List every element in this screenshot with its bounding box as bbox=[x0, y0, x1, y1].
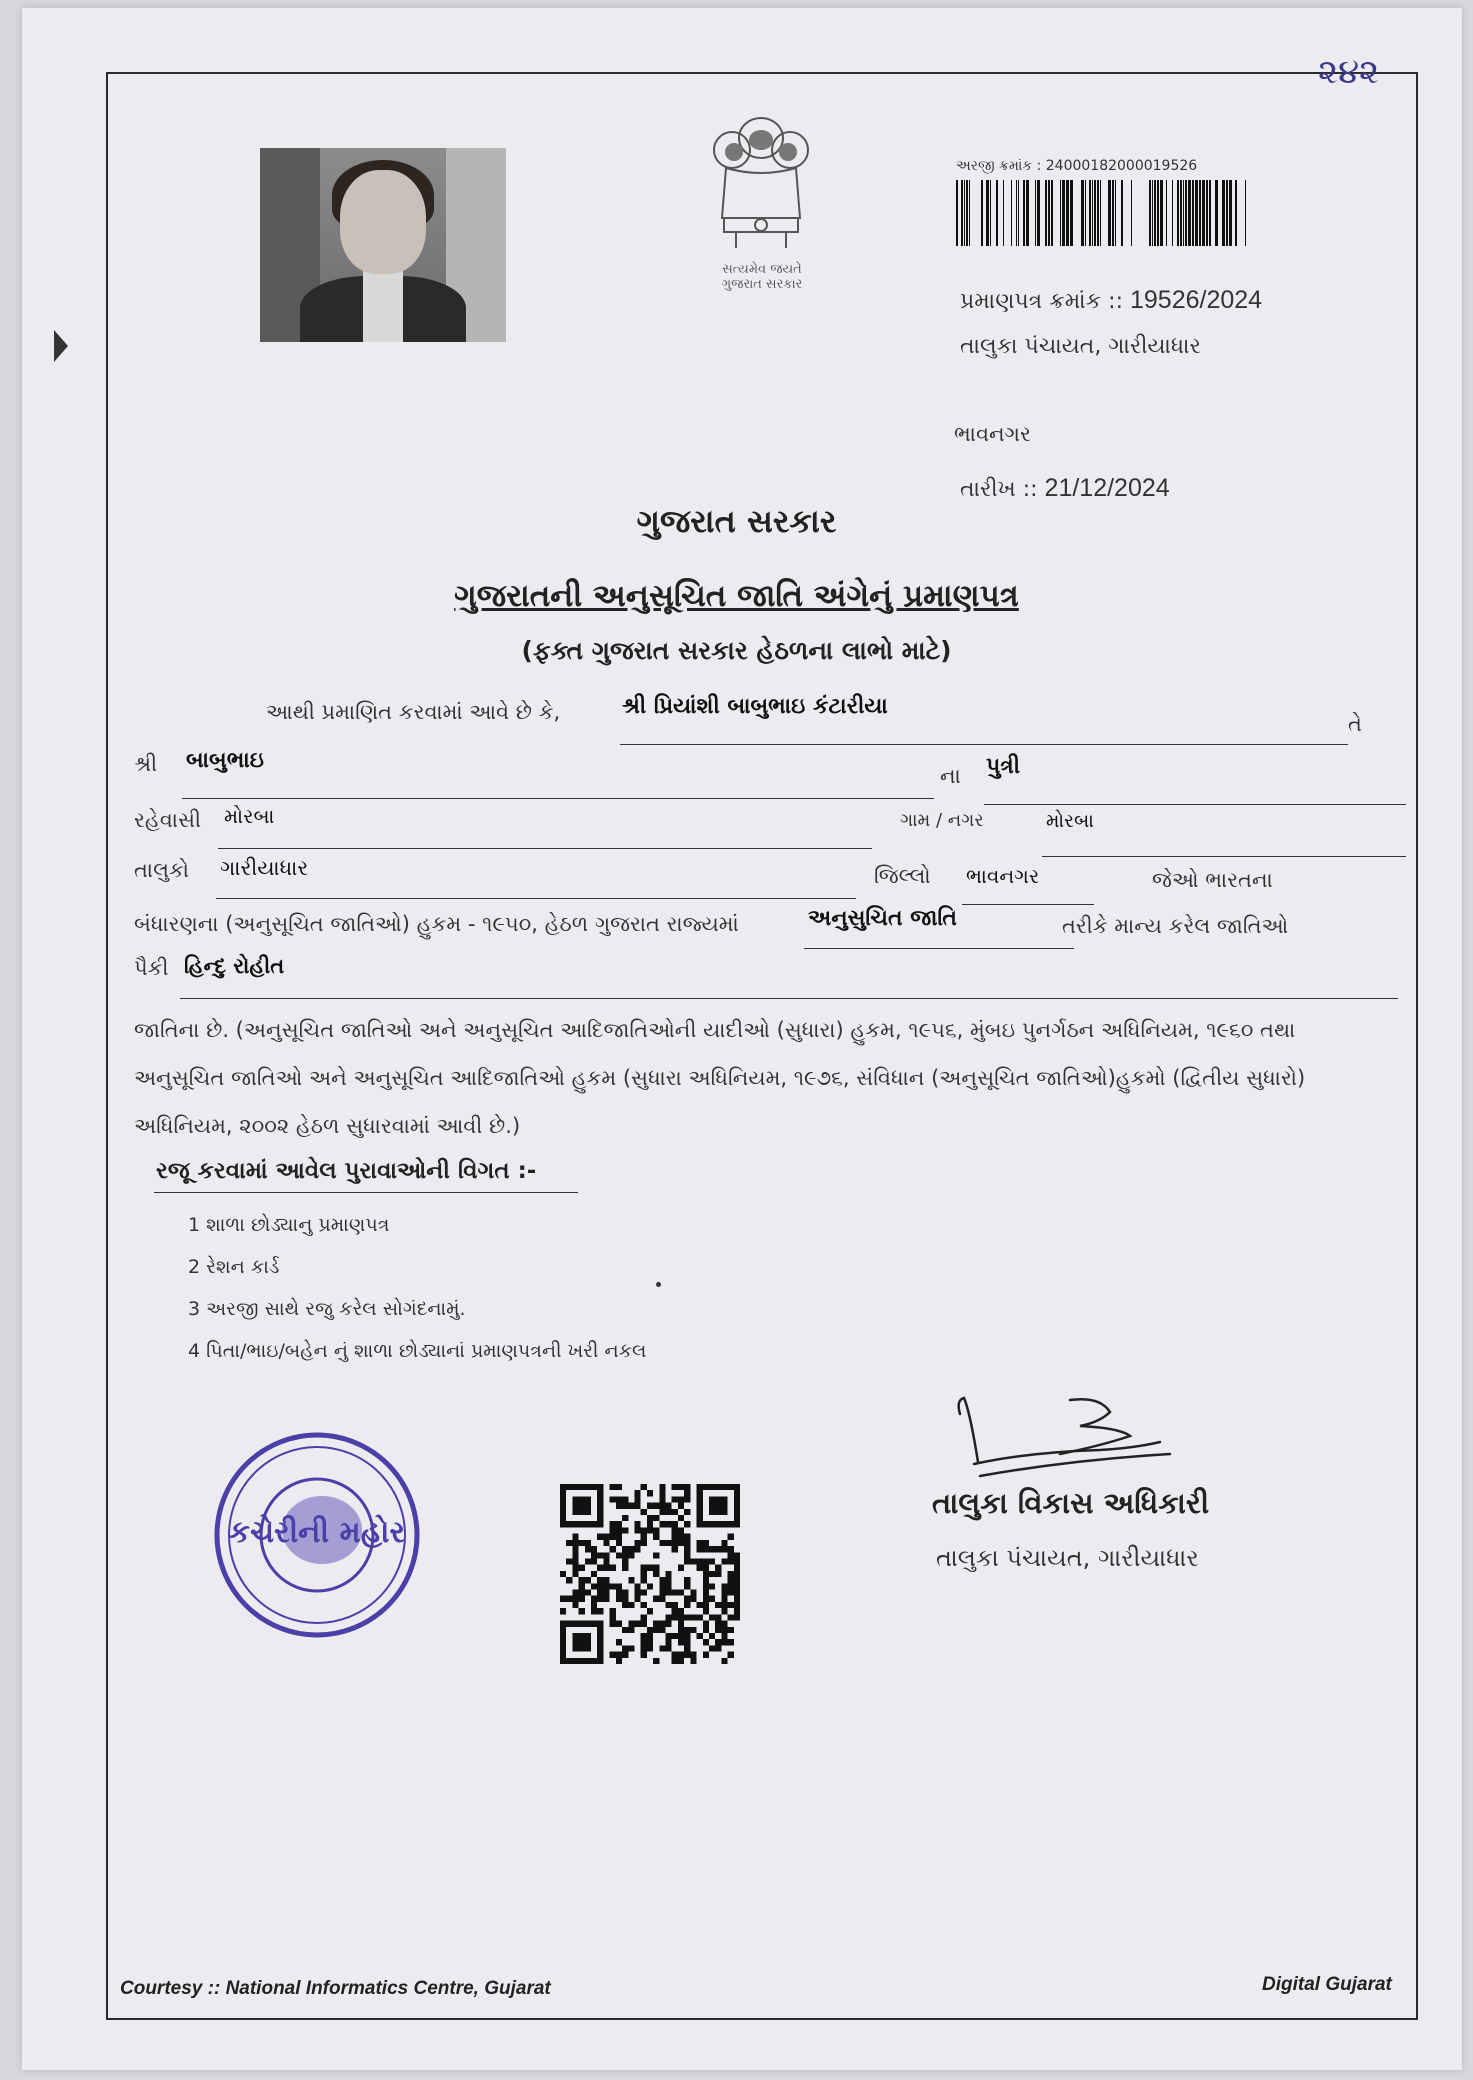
signatory-title: તાલુકા વિકાસ અધિકારી bbox=[932, 1486, 1210, 1520]
relation: પુત્રી bbox=[986, 754, 1021, 779]
taluka-label: તાલુકો bbox=[134, 858, 190, 882]
ink-dot bbox=[656, 1282, 661, 1287]
issuing-office: તાલુકા પંચાયત, ગારીયાધાર bbox=[960, 334, 1201, 359]
evidence-title-underline bbox=[154, 1192, 578, 1193]
emblem-caption bbox=[700, 262, 824, 292]
emblem-government: ગુજરાત સરકાર bbox=[721, 277, 803, 292]
page-number: ૨૪૨ bbox=[1318, 52, 1379, 92]
certificate-heading: ગુજરાતની અનુસૂચિત જાતિ અંગેનું પ્રમાણપત્ર bbox=[454, 578, 1019, 614]
caste-value: હિન્દુ રોહીત bbox=[184, 954, 285, 978]
emblem-motto: સત્યમેવ જયતે bbox=[722, 262, 802, 277]
application-number-value: 24000182000019526 bbox=[1045, 158, 1198, 174]
certificate-number-value: 19526/2024 bbox=[1130, 286, 1263, 314]
signature-icon bbox=[950, 1392, 1180, 1492]
footer-brand: Digital Gujarat bbox=[1262, 1974, 1392, 1995]
national-emblem-icon bbox=[696, 108, 826, 278]
taluka-underline bbox=[216, 898, 856, 899]
evidence-item: 2 રેશન કાર્ડ bbox=[188, 1256, 280, 1278]
evidence-item: 1 શાળા છોડ્યાનુ પ્રમાણપત્ર bbox=[188, 1214, 390, 1236]
relation-underline bbox=[984, 804, 1406, 805]
district-label: જિલ્લો bbox=[874, 864, 931, 888]
recognized-text: તરીકે માન્ય કરેલ જાતિઓ bbox=[1062, 914, 1289, 938]
evidence-item: 3 અરજી સાથે રજુ કરેલ સોગંદનામું. bbox=[188, 1298, 466, 1320]
caste-underline bbox=[180, 998, 1398, 999]
applicant-name: શ્રી પ્રિયાંશી બાબુભાઇ કંટારીયા bbox=[622, 694, 888, 719]
father-underline bbox=[182, 798, 934, 799]
father-name: બાબુભાઇ bbox=[186, 748, 264, 773]
legal-text-line-3: અધિનિયમ, ૨૦૦૨ હેઠળ સુધારવામાં આવી છે.) bbox=[134, 1114, 521, 1138]
suffix-te: તે bbox=[1348, 712, 1362, 736]
application-number bbox=[956, 158, 1197, 174]
certificate-number bbox=[960, 286, 1262, 315]
jeo-text: જેઓ ભારતના bbox=[1152, 868, 1273, 892]
legal-text-line-1: જાતિના છે. (અનુસૂચિત જાતિઓ અને અનુસૂચિત આદિજાતિઓની યાદીઓ (સુધારા) હુકમ, ૧૯૫૬, મુંબઇ પુનર્ગઠન અધિનિયમ, ૧૯૬૦ તથા bbox=[134, 1018, 1296, 1042]
barcode-icon bbox=[956, 180, 1252, 246]
resident-underline bbox=[218, 848, 872, 849]
certificate-number-label: પ્રમાણપત્ર ક્રમાંક :: bbox=[960, 289, 1123, 314]
signatory-office: તાલુકા પંચાયત, ગારીયાધાર bbox=[936, 1544, 1199, 1572]
resident-value: મોરબા bbox=[224, 804, 275, 828]
resident-label: રહેવાસી bbox=[134, 808, 202, 832]
village-value: મોરબા bbox=[1046, 810, 1094, 832]
evidence-item: 4 પિતા/ભાઇ/બહેન નું શાળા છોડ્યાનાં પ્રમાણપત્રની ખરી નકલ bbox=[188, 1340, 647, 1362]
issue-date-value: 21/12/2024 bbox=[1044, 474, 1170, 502]
category-value: અનુસુચિત જાતિ bbox=[808, 906, 957, 931]
category-underline bbox=[804, 948, 1074, 949]
constitution-text: બંધારણના (અનુસૂચિત જાતિઓ) હુકમ - ૧૯૫૦, હેઠળ ગુજરાત રાજ્યમાં bbox=[134, 912, 739, 936]
name-underline bbox=[620, 744, 1348, 745]
issue-date-label: તારીખ :: bbox=[960, 477, 1038, 502]
intro-text: આથી પ્રમાણિત કરવામાં આવે છે કે, bbox=[266, 700, 561, 724]
evidence-title: રજૂ કરવામાં આવેલ પુરાવાઓની વિગત :- bbox=[156, 1158, 537, 1184]
seal-text: કચેરીની મહોર bbox=[228, 1515, 406, 1550]
certificate-border bbox=[106, 72, 1418, 2020]
district-underline bbox=[962, 904, 1094, 905]
office-seal-icon bbox=[212, 1430, 422, 1640]
village-underline bbox=[1042, 856, 1406, 857]
issue-date bbox=[960, 474, 1170, 503]
village-label: ગામ / નગર bbox=[900, 810, 984, 831]
qr-code-icon bbox=[560, 1484, 740, 1664]
government-title: ગુજરાત સરકાર bbox=[636, 502, 837, 540]
na-label: ના bbox=[940, 764, 961, 788]
footer-courtesy: Courtesy :: National Informatics Centre, Gujarat bbox=[120, 1978, 551, 1999]
legal-text-line-2: અનુસૂચિત જાતિઓ અને અનુસૂચિત આદિજાતિઓ હુકમ (સુધારા અધિનિયમ, ૧૯૭૬, સંવિધાન (અનુસૂચિત જાતિઓ)હુકમો (દ્વિતીય સુધારો) bbox=[134, 1066, 1306, 1090]
issuing-city: ભાવનગર bbox=[954, 422, 1031, 446]
applicant-photo bbox=[260, 148, 506, 342]
shri-label: શ્રી bbox=[134, 752, 158, 776]
district-value: ભાવનગર bbox=[966, 864, 1040, 888]
certificate-subheading: (ફક્ત ગુજરાત સરકાર હેઠળના લાભો માટે) bbox=[521, 636, 952, 665]
application-number-label: અરજી ક્રમાંક : bbox=[956, 158, 1042, 174]
margin-arrow-icon bbox=[54, 330, 68, 362]
paiki-label: પૈકી bbox=[134, 956, 169, 980]
taluka-value: ગારીયાધાર bbox=[220, 856, 309, 880]
